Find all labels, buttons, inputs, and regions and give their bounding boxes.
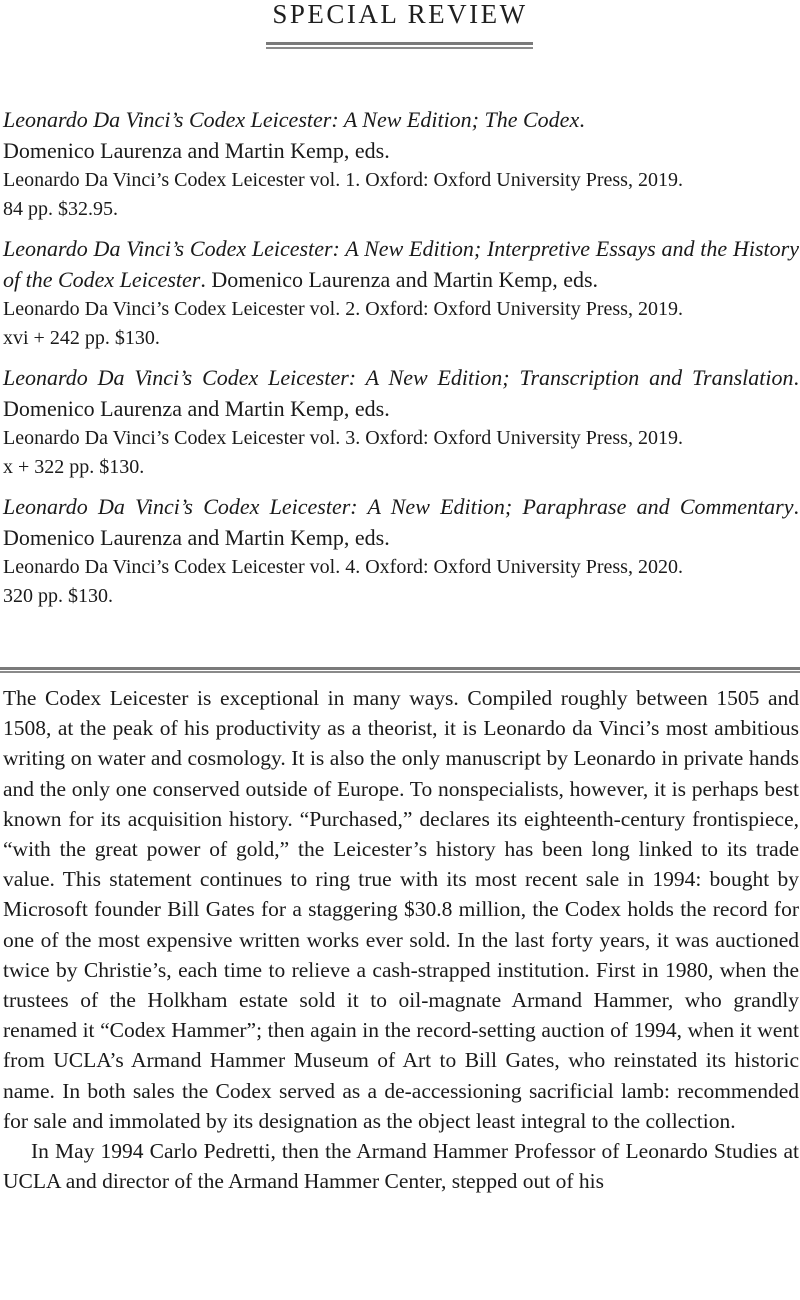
citation-publication	[3, 166, 799, 224]
citation-pages-price: xvi + 242 pp. $130.	[3, 327, 160, 349]
citation-pages-price: 320 pp. $130.	[3, 585, 113, 607]
citation-pages-price: x + 322 pp. $130.	[3, 456, 145, 478]
citation-book-title: Leonardo Da Vinci’s Codex Leicester: A New Edition; Paraphrase and Commentary	[3, 494, 794, 519]
citation-publisher-info: Leonardo Da Vinci’s Codex Leicester vol. 3. Oxford: Oxford University Press, 2019.	[3, 427, 683, 449]
citation-publisher-info: Leonardo Da Vinci’s Codex Leicester vol. 1. Oxford: Oxford University Press, 2019.	[3, 169, 683, 191]
review-body	[3, 683, 799, 1196]
citation-publisher-info: Leonardo Da Vinci’s Codex Leicester vol. 4. Oxford: Oxford University Press, 2020.	[3, 556, 683, 578]
citation-volume-3	[3, 362, 799, 482]
citation-title-suffix: . Domenico Laurenza and Martin Kemp, eds.	[3, 494, 799, 550]
citation-pages-price: 84 pp. $32.95.	[3, 198, 118, 220]
body-paragraph-1: The Codex Leicester is exceptional in many ways. Compiled roughly between 1505 and 1508, at the peak of his productivity as a theorist, it is Leonardo da Vinci’s most ambitious writing on water and cosmology. It is also the only manuscript by Leonardo in private hands and the only one conserved outside of Europe. To nonspecialists, however, it is perhaps best known for its acquisition history. “Purchased,” declares its eighteenth-century frontispiece, “with the great power of gold,” the Leicester’s history has been long linked to its trade value. This statement continues to ring true with its most recent sale in 1994: bought by Microsoft founder Bill Gates for a staggering $30.8 million, the Codex holds the record for one of the most expensive written works ever sold. In the last forty years, it was auctioned twice by Christie’s, each time to relieve a cash-strapped institution. First in 1980, when the trustees of the Holkham estate sold it to oil-magnate Armand Hammer, who grandly renamed it “Codex Hammer”; then again in the record-setting auction of 1994, when it went from UCLA’s Armand Hammer Museum of Art to Bill Gates, who reinstated its historic name. In both sales the Codex served as a de-accessioning sacrificial lamb: recommended for sale and immolated by its designation as the object least integral to the collection.	[3, 686, 799, 1133]
citation-book-title: Leonardo Da Vinci’s Codex Leicester: A New Edition; The Codex	[3, 107, 580, 132]
header-rule-thick-line	[266, 42, 533, 45]
citation-publication	[3, 424, 799, 482]
citations-divider-double-rule	[0, 667, 800, 673]
divider-thin-line	[0, 671, 800, 673]
citation-title-line	[3, 233, 799, 295]
citation-volume-4	[3, 491, 799, 611]
citation-volume-1	[3, 104, 799, 224]
citation-title-line	[3, 362, 799, 424]
citation-book-title: Leonardo Da Vinci’s Codex Leicester: A New Edition; Transcription and Translation	[3, 365, 794, 390]
section-title: SPECIAL REVIEW	[272, 0, 528, 29]
citation-publication	[3, 295, 799, 353]
citation-title-suffix: . Domenico Laurenza and Martin Kemp, eds.	[3, 365, 799, 421]
citation-publication	[3, 553, 799, 611]
citation-editors: Domenico Laurenza and Martin Kemp, eds.	[3, 138, 390, 163]
header-double-rule	[266, 42, 533, 49]
body-paragraph-2: In May 1994 Carlo Pedretti, then the Armand Hammer Professor of Leonardo Studies at UCLA and director of the Armand Hammer Center, stepped out of his	[3, 1139, 799, 1194]
citation-book-title: Leonardo Da Vinci’s Codex Leicester: A New Edition; Interpretive Essays and the History of the Codex Leicester	[3, 236, 799, 292]
divider-thick-line	[0, 667, 800, 670]
header-rule-thin-line	[266, 47, 533, 49]
citation-title-suffix: . Domenico Laurenza and Martin Kemp, eds.	[200, 267, 599, 292]
citation-volume-2	[3, 233, 799, 353]
citation-title-line	[3, 104, 799, 135]
citation-title-suffix: .	[579, 107, 585, 132]
citation-title-line	[3, 491, 799, 553]
review-citations	[3, 104, 799, 620]
citation-publisher-info: Leonardo Da Vinci’s Codex Leicester vol. 2. Oxford: Oxford University Press, 2019.	[3, 298, 683, 320]
